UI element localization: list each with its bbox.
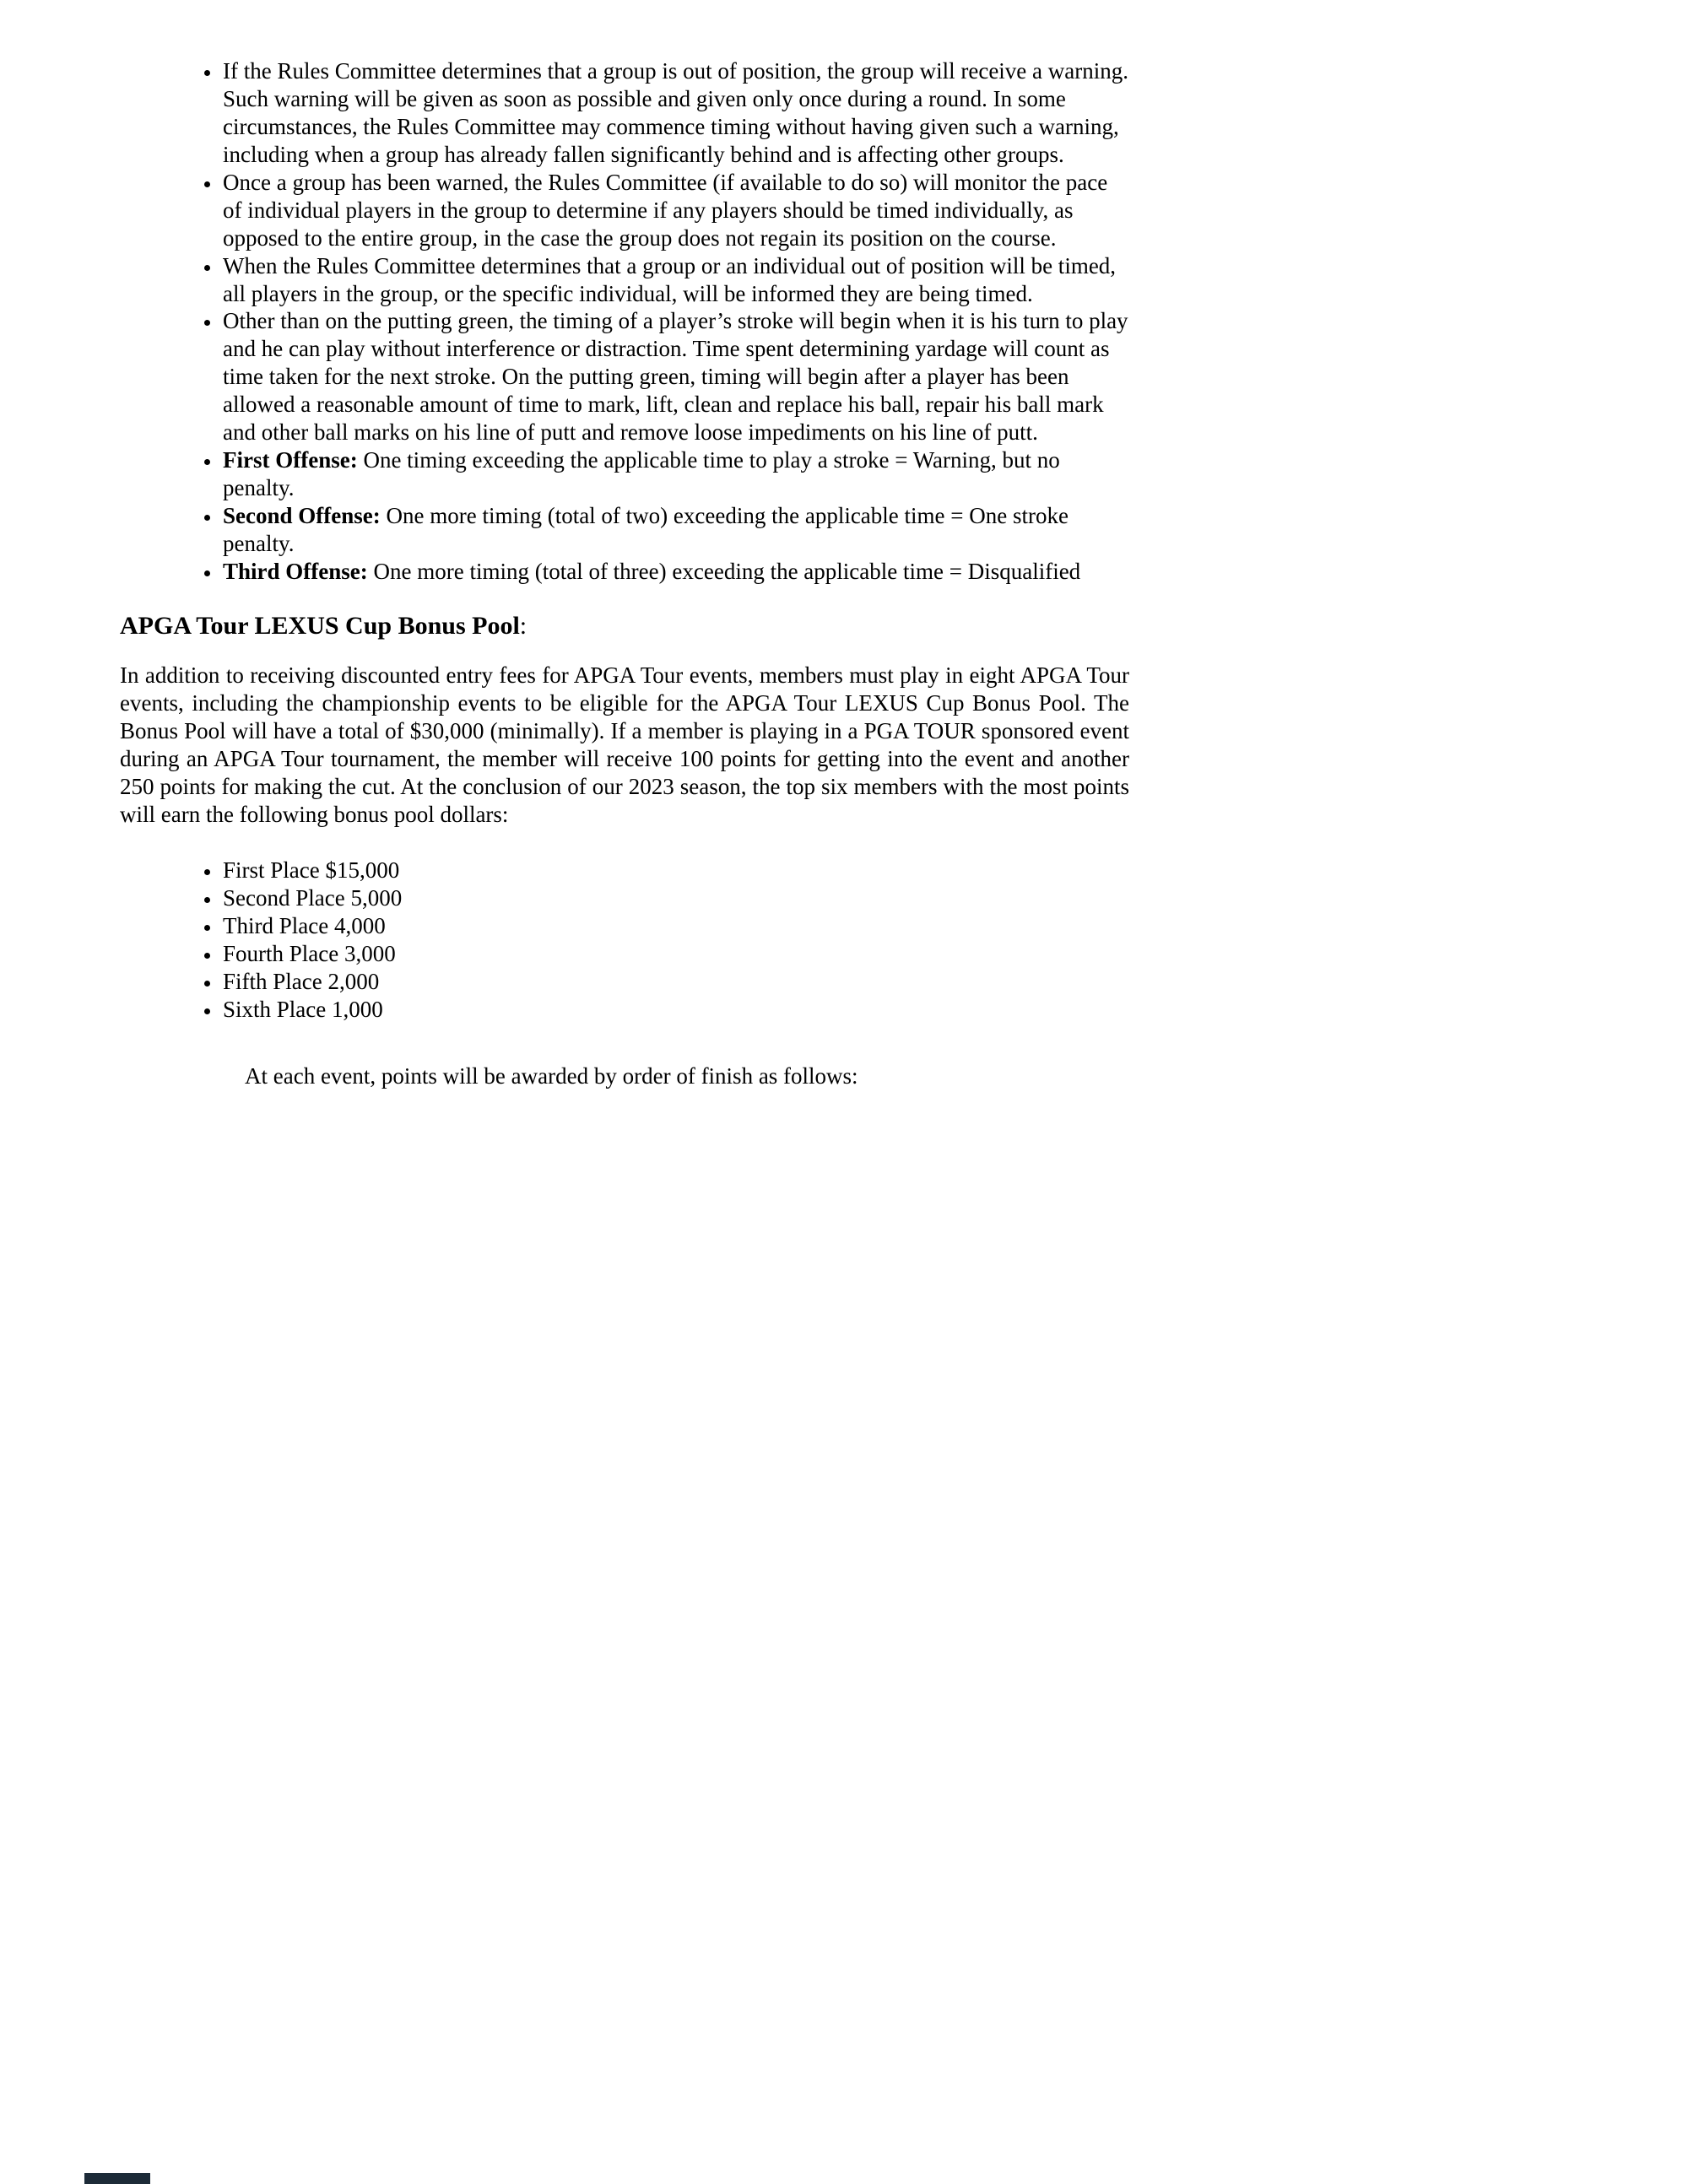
timing-rules-list: [120, 57, 1129, 586]
rule-text: One timing exceeding the applicable time to play a stroke = Warning, but no penalty.: [223, 447, 1060, 501]
prize-item: • Second Place 5,000: [221, 884, 1129, 912]
rule-text: When the Rules Committee determines that a group or an individual out of position will be timed, all players in the group, or the specific individual, will be informed they are being timed.: [223, 252, 1117, 306]
points-note: At each event, points will be awarded by order of finish as follows:: [245, 1063, 858, 1089]
rule-item: [221, 57, 1129, 169]
rule-text: One more timing (total of two) exceeding the applicable time = One stroke penalty.: [223, 503, 1069, 556]
rule-text: Other than on the putting green, the timing of a player’s stroke will begin when it is his turn to play and he can play without interference or distraction. Time spent determining yardage will count as time taken for the next stroke. On the putting green, timing will begin after a player has been allowed a reasonable amount of time to mark, lift, clean and replace his ball, repair his ball mark and other ball marks on his line of putt and remove loose impediments on his line of putt.: [223, 308, 1128, 446]
prize-item: • Fifth Place 2,000: [221, 968, 1129, 996]
rule-bold-prefix: Second Offense:: [223, 503, 381, 528]
section-heading: [120, 611, 1129, 641]
rule-item: [221, 169, 1129, 252]
bonus-pool-paragraph: In addition to receiving discounted entry fees for APGA Tour events, members must play in eight APGA Tour events, including the championship events to be eligible for the APGA Tour LEXUS Cup Bonus Pool. The Bonus Pool will have a total of $30,000 (minimally). If a member is playing in a PGA TOUR sponsored event during an APGA Tour tournament, the member will receive 100 points for getting into the event and another 250 points for making the cut. At the conclusion of our 2023 season, the top six members with the most points will earn the following bonus pool dollars:: [120, 662, 1129, 827]
rule-text: If the Rules Committee determines that a group is out of position, the group will receive a warning. Such warning will be given as soon as possible and given only once during a round. In some circumstances, the Rules Committee may commence timing without having given such a warning, including when a group has already fallen significantly behind and is affecting other groups.: [223, 58, 1128, 167]
rule-item: [221, 252, 1129, 308]
rule-text: Once a group has been warned, the Rules Committee (if available to do so) will monitor the pace of individual players in the group to determine if any players should be timed individually, as opposed to the entire group, in the case the group does not regain its position on the course.: [223, 169, 1108, 251]
cropped-bottom-bar: [84, 2173, 150, 2184]
prize-list: [120, 857, 1129, 1024]
rule-text: One more timing (total of three) exceeding the applicable time = Disqualified: [367, 558, 1081, 584]
prize-item: • Sixth Place 1,000: [221, 996, 1129, 1024]
rule-item: [221, 502, 1129, 558]
page-content: [120, 57, 1129, 1090]
rule-item: [221, 446, 1129, 502]
rule-bold-prefix: Third Offense:: [223, 558, 368, 584]
section-heading-colon: :: [519, 611, 528, 640]
rule-item: [221, 558, 1129, 586]
prize-item: • Fourth Place 3,000: [221, 940, 1129, 968]
section-heading-text: APGA Tour LEXUS Cup Bonus Pool: [120, 611, 520, 640]
rule-bold-prefix: First Offense:: [223, 447, 358, 473]
prize-item: • Third Place 4,000: [221, 912, 1129, 940]
prize-item: • First Place $15,000: [221, 857, 1129, 884]
rule-item: [221, 307, 1129, 446]
